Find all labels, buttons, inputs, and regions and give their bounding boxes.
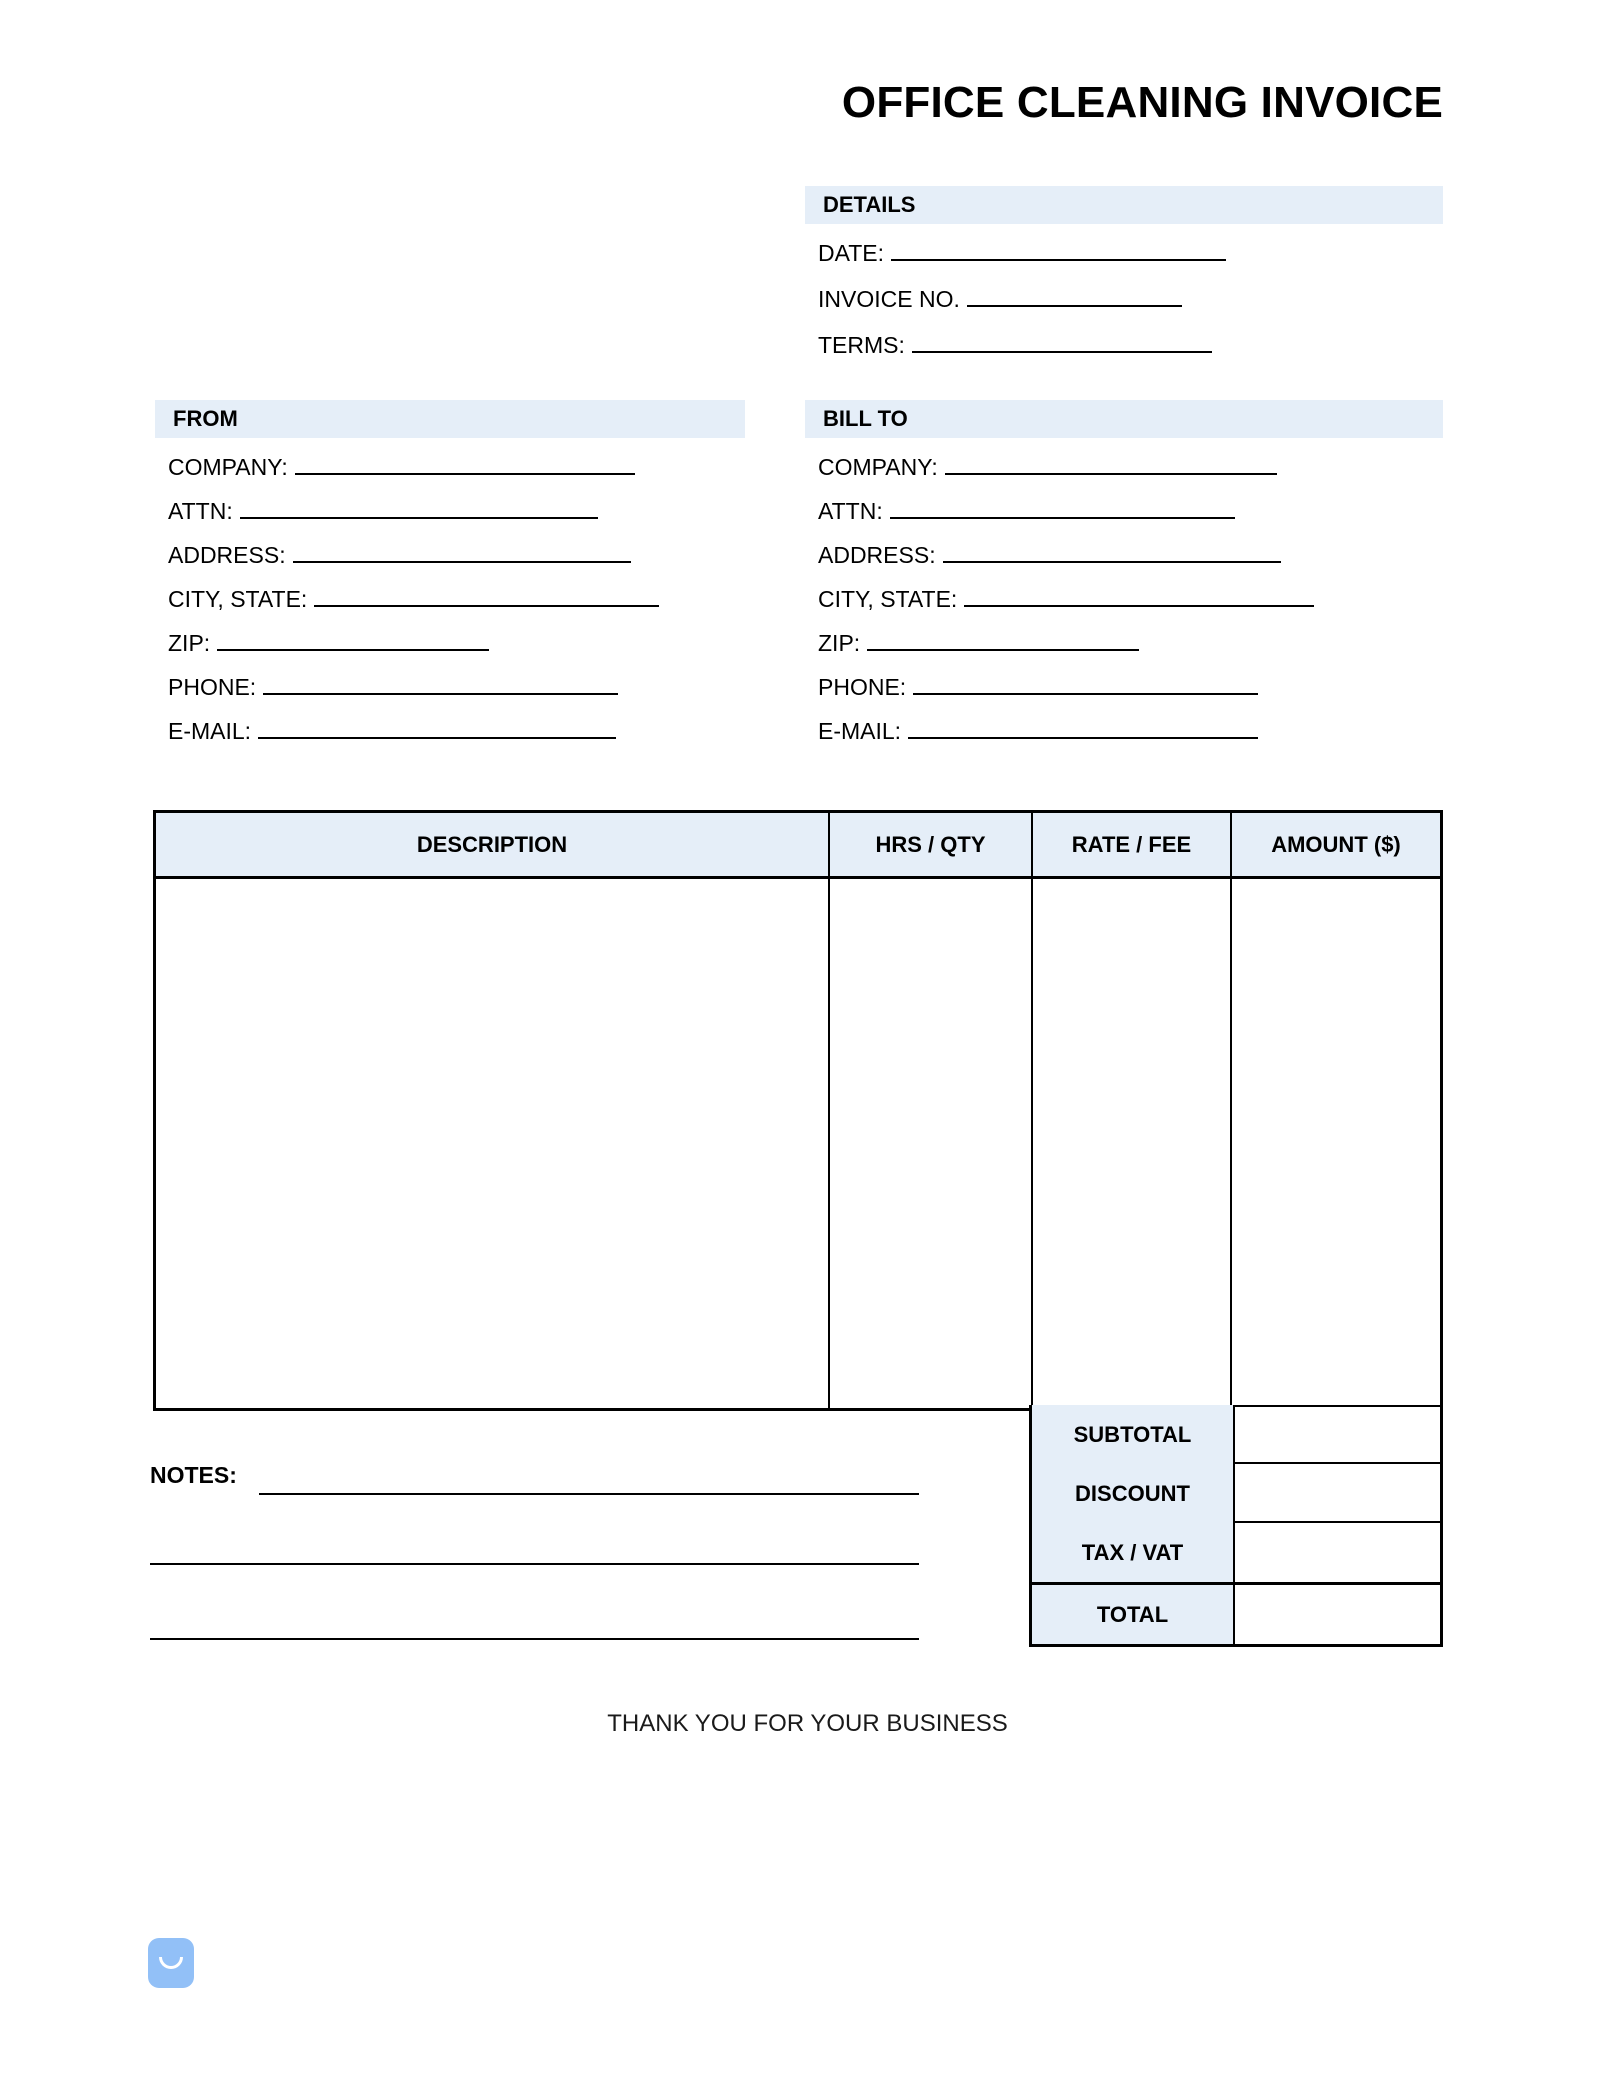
- line-items-table-body: [156, 879, 1440, 1408]
- totals-row-discount: [1032, 1464, 1440, 1523]
- bill-to-field-email-input[interactable]: [908, 720, 1258, 739]
- smile-arc-shape: [159, 1957, 183, 1969]
- bill-to-field-attn-input[interactable]: [890, 500, 1235, 519]
- bill-to-field-city-state-input[interactable]: [964, 588, 1314, 607]
- page-title: OFFICE CLEANING INVOICE: [841, 78, 1443, 127]
- from-field-phone-input[interactable]: [263, 676, 618, 695]
- bill-to-field-email-label: E-MAIL:: [818, 718, 902, 744]
- bill-to-field-company: [818, 452, 1277, 482]
- details-field-date-label: DATE:: [818, 240, 885, 266]
- notes-label: NOTES:: [150, 1462, 237, 1488]
- bill-to-heading-label: BILL TO: [823, 406, 908, 431]
- bill-to-field-city-state: [818, 584, 1314, 614]
- from-heading-label: FROM: [173, 406, 238, 431]
- bill-to-field-address: [818, 540, 1281, 570]
- totals-block: [1029, 1405, 1443, 1647]
- from-field-address: [168, 540, 631, 570]
- line-items-description-cell[interactable]: [156, 879, 830, 1408]
- bill-to-field-company-input[interactable]: [945, 456, 1277, 475]
- bill-to-field-zip-label: ZIP:: [818, 630, 861, 656]
- details-field-invoice-no-label: INVOICE NO.: [818, 286, 960, 312]
- column-header-amount: AMOUNT ($): [1271, 831, 1401, 857]
- bill-to-field-attn-label: ATTN:: [818, 498, 883, 524]
- bill-to-field-attn: [818, 496, 1235, 526]
- details-field-terms: [818, 330, 1212, 360]
- from-field-attn-input[interactable]: [240, 500, 598, 519]
- line-items-hrs-qty-cell[interactable]: [830, 879, 1033, 1408]
- totals-value-discount[interactable]: [1235, 1464, 1440, 1523]
- totals-value-tax-vat[interactable]: [1235, 1523, 1440, 1582]
- line-items-table: [153, 810, 1443, 1411]
- bill-to-field-address-label: ADDRESS:: [818, 542, 936, 568]
- line-items-table-header-row: [156, 813, 1440, 879]
- details-section-header: [805, 186, 1443, 224]
- totals-label-tax-vat: TAX / VAT: [1032, 1523, 1235, 1582]
- details-field-terms-label: TERMS:: [818, 332, 905, 358]
- from-field-attn-label: ATTN:: [168, 498, 233, 524]
- bill-to-field-address-input[interactable]: [943, 544, 1281, 563]
- line-items-amount-cell[interactable]: [1232, 879, 1440, 1408]
- from-field-zip-label: ZIP:: [168, 630, 211, 656]
- from-field-phone: [168, 672, 618, 702]
- from-field-company-label: COMPANY:: [168, 454, 288, 480]
- details-heading-label: DETAILS: [823, 192, 916, 217]
- thank-you-message: THANK YOU FOR YOUR BUSINESS: [607, 1710, 1008, 1737]
- totals-value-subtotal[interactable]: [1235, 1405, 1440, 1464]
- totals-label-discount: DISCOUNT: [1032, 1464, 1235, 1523]
- from-field-attn: [168, 496, 598, 526]
- from-field-email-input[interactable]: [258, 720, 616, 739]
- from-field-zip: [168, 628, 489, 658]
- from-field-city-state-input[interactable]: [314, 588, 659, 607]
- column-header-description: DESCRIPTION: [156, 813, 830, 876]
- bill-to-field-phone: [818, 672, 1258, 702]
- bill-to-field-zip: [818, 628, 1139, 658]
- from-field-email-label: E-MAIL:: [168, 718, 252, 744]
- from-field-email: [168, 716, 616, 746]
- column-header-rate-fee: RATE / FEE: [1033, 813, 1232, 876]
- details-field-date: [818, 238, 1226, 268]
- bill-to-section-header: [805, 400, 1443, 438]
- from-section-header: [155, 400, 745, 438]
- bill-to-field-email: [818, 716, 1258, 746]
- notes-input-line-1[interactable]: [259, 1493, 919, 1495]
- notes-input-line-3[interactable]: [150, 1638, 919, 1640]
- bill-to-field-company-label: COMPANY:: [818, 454, 938, 480]
- from-field-address-label: ADDRESS:: [168, 542, 286, 568]
- bill-to-field-phone-label: PHONE:: [818, 674, 907, 700]
- bill-to-field-phone-input[interactable]: [913, 676, 1258, 695]
- from-field-zip-input[interactable]: [217, 632, 489, 651]
- details-field-invoice-no: [818, 284, 1182, 314]
- totals-row-subtotal: [1032, 1405, 1440, 1464]
- details-field-invoice-no-input[interactable]: [967, 288, 1182, 307]
- totals-label-subtotal: SUBTOTAL: [1032, 1405, 1235, 1464]
- totals-label-total: TOTAL: [1032, 1585, 1235, 1644]
- from-field-company: [168, 452, 635, 482]
- from-field-company-input[interactable]: [295, 456, 635, 475]
- details-field-terms-input[interactable]: [912, 334, 1212, 353]
- notes-input-line-2[interactable]: [150, 1563, 919, 1565]
- bill-to-field-zip-input[interactable]: [867, 632, 1139, 651]
- line-items-rate-fee-cell[interactable]: [1033, 879, 1232, 1408]
- totals-value-total[interactable]: [1235, 1585, 1440, 1644]
- from-field-city-state-label: CITY, STATE:: [168, 586, 308, 612]
- from-field-address-input[interactable]: [293, 544, 631, 563]
- from-field-phone-label: PHONE:: [168, 674, 257, 700]
- bill-to-field-city-state-label: CITY, STATE:: [818, 586, 958, 612]
- from-field-city-state: [168, 584, 659, 614]
- totals-row-total: [1032, 1582, 1440, 1644]
- smile-bag-logo-icon: [148, 1938, 194, 1988]
- details-field-date-input[interactable]: [891, 242, 1226, 261]
- column-header-hrs-qty: HRS / QTY: [830, 813, 1033, 876]
- totals-row-tax-vat: [1032, 1523, 1440, 1582]
